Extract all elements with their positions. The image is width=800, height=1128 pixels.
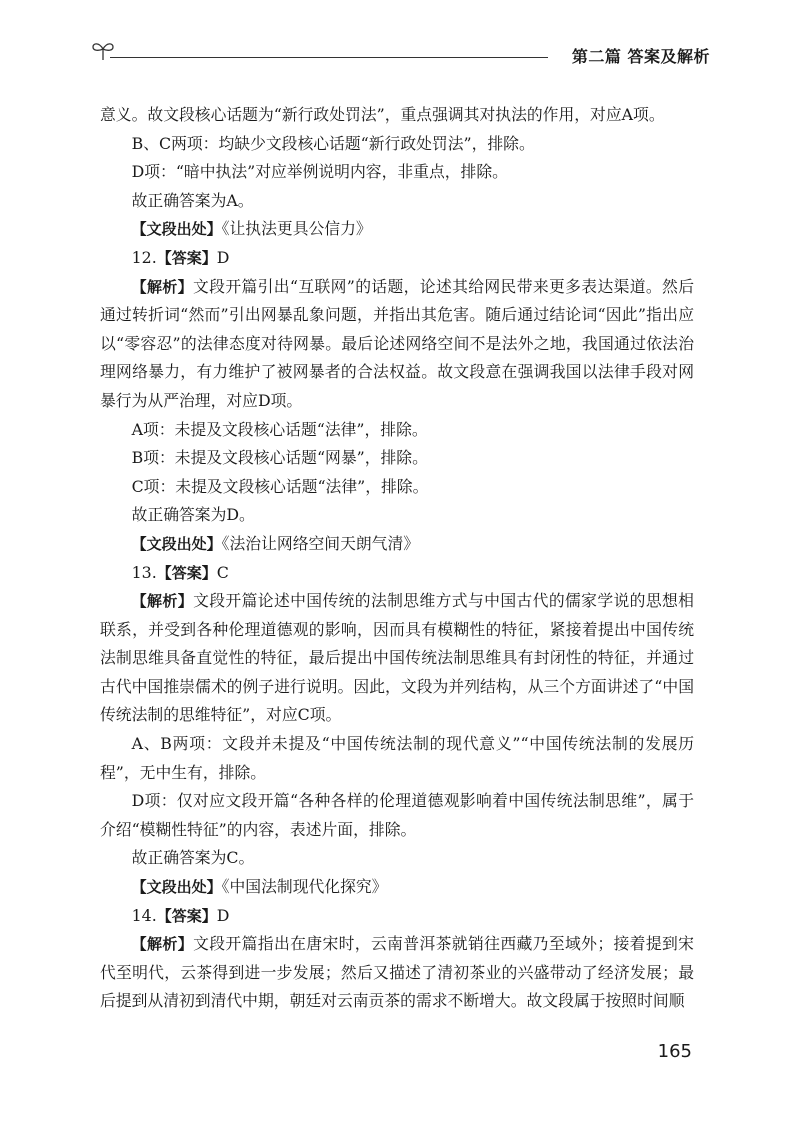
option-analysis: C项：未提及文段核心话题“法律”，排除。: [131, 476, 429, 496]
option-analysis: A、B两项：文段并未提及“中国传统法制的现代意义”“中国传统法制的发展历程”，无中生有，排除。: [100, 734, 694, 782]
answer-tag: 【答案】: [156, 906, 217, 925]
explanation: [100, 273, 694, 416]
explanation-tag: 【解析】: [131, 592, 194, 611]
source-line: [100, 215, 694, 244]
header-rule: [110, 57, 548, 58]
answer-tag: 【答案】: [156, 563, 217, 582]
sprout-icon: [90, 38, 116, 64]
explanation-text: 文段开篇指出在唐宋时，云南普洱茶就销往西藏乃至域外；接着提到宋代至明代，云茶得到进一步发展；然后又描述了清初茶业的兴盛带动了经济发展；最后提到从清初到清代中期，朝廷对云南贡茶的需求不断增大。故文段属于按照时间顺: [100, 934, 694, 1011]
running-header: [90, 38, 710, 78]
question-number: 14.: [131, 905, 157, 925]
page-number: 165: [657, 1041, 692, 1062]
source-title: 《中国法制现代化探究》: [221, 877, 388, 897]
final-answer: 故正确答案为A。: [131, 190, 254, 210]
explanation-tag: 【解析】: [131, 935, 194, 954]
option-analysis: D项：“暗中执法”对应举例说明内容，非重点，排除。: [131, 162, 508, 182]
final-answer: 故正确答案为D。: [131, 505, 255, 525]
answer-letter: D: [216, 905, 230, 925]
source-title: 《法治让网络空间天朗气清》: [221, 533, 420, 553]
question-answer-line: [100, 244, 694, 273]
answer-letter: C: [216, 562, 229, 582]
answer-tag: 【答案】: [156, 248, 217, 267]
explanation: [100, 587, 694, 730]
answer-letter: D: [216, 247, 230, 267]
question-answer-line: [100, 902, 694, 931]
source-line: [100, 873, 694, 902]
section-title: 第二篇 答案及解析: [571, 47, 710, 66]
source-line: [100, 530, 694, 559]
option-analysis: B、C两项：均缺少文段核心话题“新行政处罚法”，排除。: [131, 133, 535, 153]
source-tag: 【文段出处】: [131, 534, 222, 553]
explanation-text: 文段开篇论述中国传统的法制思维方式与中国古代的儒家学说的思想相联系，并受到各种伦理道德观的影响，因而具有模糊性的特征，紧接着提出中国传统法制思维具备直觉性的特征，最后提出中国传统法制思维具有封闭性的特征，并通过古代中国推崇儒术的例子进行说明。因此，文段为并列结构，从三个方面讲述了“中国传统法制的思维特征”，对应C项。: [100, 591, 694, 725]
final-answer: 故正确答案为C。: [131, 848, 255, 868]
source-tag: 【文段出处】: [131, 220, 222, 239]
question-number: 12.: [131, 247, 157, 267]
question-answer-line: [100, 559, 694, 588]
option-analysis: A项：未提及文段核心话题“法律”，排除。: [131, 419, 428, 439]
question-number: 13.: [131, 562, 157, 582]
explanation-tag: 【解析】: [131, 277, 194, 296]
explanation-text: 文段开篇引出“互联网”的话题，论述其给网民带来更多表达渠道。然后通过转折词“然而”引出网暴乱象问题，并指出其危害。随后通过结论词“因此”指出应以“零容忍”的法律态度对待网暴。最后论述网络空间不是法外之地，我国通过依法治理网络暴力，有力维护了被网暴者的合法权益。故文段意在强调我国以法律手段对网暴行为从严治理，对应D项。: [100, 276, 694, 410]
answer-body: [100, 101, 694, 1016]
source-title: 《让执法更具公信力》: [221, 219, 372, 239]
paragraph: 意义。故文段核心话题为“新行政处罚法”，重点强调其对执法的作用，对应A项。: [100, 105, 665, 124]
option-analysis: B项：未提及文段核心话题“网暴”，排除。: [131, 448, 428, 468]
source-tag: 【文段出处】: [131, 878, 222, 897]
explanation: [100, 930, 694, 1016]
option-analysis: D项：仅对应文段开篇“各种各样的伦理道德观影响着中国传统法制思维”，属于介绍“模糊性特征”的内容，表述片面，排除。: [100, 791, 694, 839]
